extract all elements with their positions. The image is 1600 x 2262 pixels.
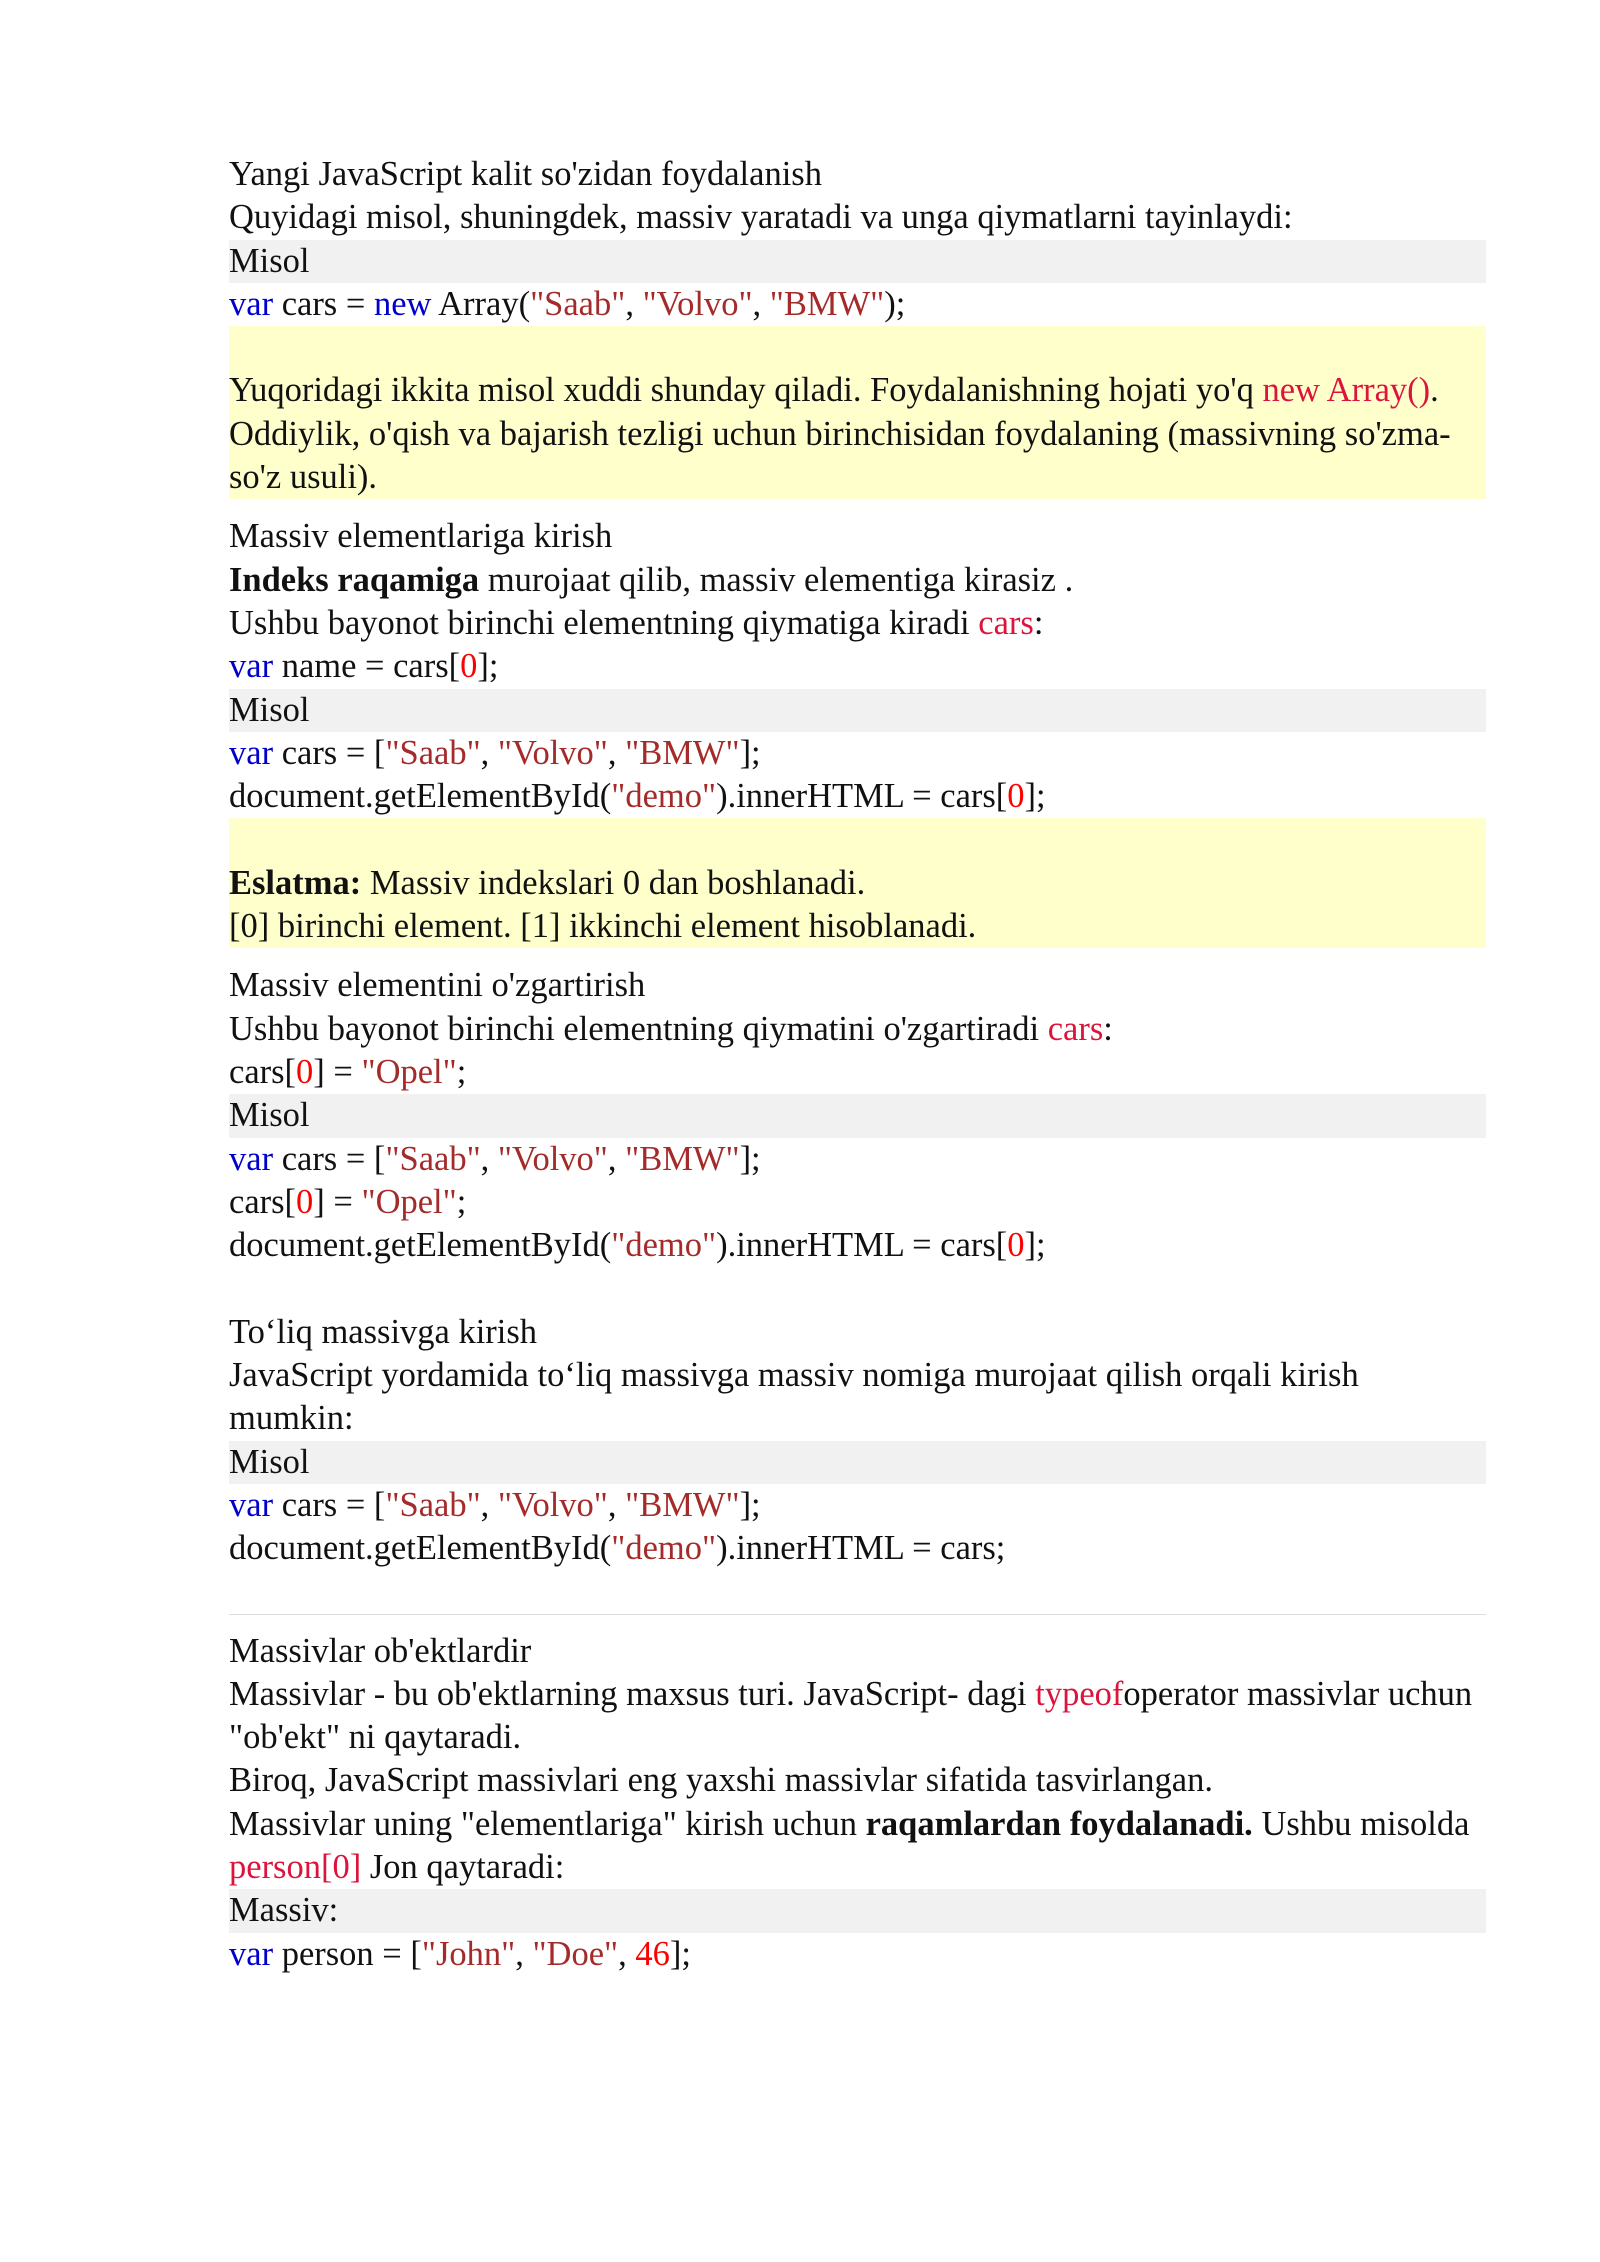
code-string: "Saab"	[385, 1485, 481, 1524]
paragraph: Quyidagi misol, shuningdek, massiv yaratadi va unga qiymatlarni tayinlaydi:	[229, 198, 1293, 237]
code-text: cars = [	[273, 733, 386, 772]
paragraph	[229, 559, 1486, 602]
code-keyword: var	[229, 1934, 274, 1973]
note-box	[229, 818, 1486, 948]
code-line	[229, 1933, 1486, 1976]
code-text: person = [	[273, 1934, 422, 1973]
paragraph-text: Massivlar uning "elementlariga" kirish uchun	[229, 1804, 866, 1843]
code-text: ).innerHTML = cars[	[716, 1226, 1008, 1265]
code-number: 0	[460, 647, 478, 686]
code-text: Array(	[431, 284, 531, 323]
code-text: ;	[456, 1052, 467, 1091]
code-text: ,	[752, 284, 770, 323]
code-text: ).innerHTML = cars;	[716, 1529, 1006, 1568]
code-string: "Volvo"	[497, 1485, 608, 1524]
example-label: Misol	[229, 689, 1486, 732]
document-page	[229, 153, 1486, 1976]
section-heading: To‘liq massivga kirish	[229, 1312, 538, 1351]
code-line	[229, 775, 1486, 818]
paragraph-text: murojaat qilib, massiv elementiga kirasiz .	[479, 560, 1074, 599]
code-number: 0	[296, 1182, 314, 1221]
code-text: cars =	[273, 284, 374, 323]
code-line	[229, 1051, 1486, 1094]
code-text: ];	[739, 1139, 761, 1178]
code-string: "BMW"	[625, 1485, 740, 1524]
paragraph: JavaScript yordamida to‘liq massivga massiv nomiga murojaat qilish orqali kirish mumkin:	[229, 1356, 1359, 1438]
code-keyword: var	[229, 647, 274, 686]
code-text: ,	[515, 1934, 533, 1973]
code-line	[229, 1181, 1486, 1224]
code-line	[229, 1527, 1486, 1570]
paragraph	[229, 1673, 1486, 1760]
paragraph-text: operator massivlar uchun "ob'ekt" ni qaytaradi.	[229, 1674, 1473, 1757]
code-string: "Saab"	[530, 284, 626, 323]
code-text: ,	[480, 1485, 498, 1524]
code-text: ,	[480, 1139, 498, 1178]
note-text: Yuqoridagi ikkita misol xuddi shunday qiladi. Foydalanishning hojati yo'q	[229, 371, 1263, 410]
code-string: "BMW"	[625, 733, 740, 772]
code-text: ];	[1024, 1226, 1046, 1265]
code-string: "Doe"	[532, 1934, 619, 1973]
note-box	[229, 326, 1486, 499]
code-number: 46	[635, 1934, 670, 1973]
section-heading: Massivlar ob'ektlardir	[229, 1631, 532, 1670]
paragraph-text: Massivlar - bu ob'ektlarning maxsus turi. JavaScript- dagi	[229, 1674, 1036, 1713]
note-paragraph	[229, 862, 1486, 905]
example-label: Misol	[229, 1094, 1486, 1137]
inline-code: cars	[1047, 1009, 1104, 1048]
code-text: document.getElementById(	[229, 1226, 612, 1265]
example-label: Misol	[229, 1441, 1486, 1484]
bold-text: raqamlardan foydalanadi.	[865, 1804, 1253, 1843]
code-string: "demo"	[611, 777, 717, 816]
paragraph-text: :	[1103, 1009, 1113, 1048]
code-text: document.getElementById(	[229, 777, 612, 816]
note-paragraph: [0] birinchi element. [1] ikkinchi element hisoblanadi.	[229, 907, 977, 946]
bold-text: Indeks raqamiga	[229, 560, 480, 599]
code-string: "Volvo"	[642, 284, 753, 323]
code-keyword: var	[229, 1139, 274, 1178]
paragraph	[229, 602, 1486, 645]
code-text: document.getElementById(	[229, 1529, 612, 1568]
code-text: ];	[477, 647, 499, 686]
code-string: "Opel"	[361, 1052, 457, 1091]
code-keyword: var	[229, 733, 274, 772]
code-number: 0	[1007, 777, 1025, 816]
paragraph-text: Ushbu bayonot birinchi elementning qiymatini o'zgartiradi	[229, 1009, 1048, 1048]
inline-code: typeof	[1035, 1674, 1124, 1713]
section-heading: Massiv elementlariga kirish	[229, 517, 613, 556]
code-string: "Volvo"	[497, 1139, 608, 1178]
paragraph-text: Jon qaytaradi:	[361, 1847, 565, 1886]
code-text: ,	[618, 1934, 636, 1973]
paragraph	[229, 1803, 1486, 1890]
code-line	[229, 1484, 1486, 1527]
code-string: "demo"	[611, 1529, 717, 1568]
code-string: "BMW"	[769, 284, 885, 323]
code-text: cars = [	[273, 1139, 386, 1178]
code-text: );	[884, 284, 906, 323]
code-line	[229, 1138, 1486, 1181]
code-string: "Saab"	[385, 1139, 481, 1178]
section-heading: Yangi JavaScript kalit so'zidan foydalanish	[229, 155, 822, 193]
inline-code: person[0]	[229, 1847, 362, 1886]
code-text: ,	[480, 733, 498, 772]
section-heading: Massiv elementini o'zgartirish	[229, 966, 646, 1005]
code-text: ).innerHTML = cars[	[716, 777, 1008, 816]
note-text: Massiv indekslari 0 dan boshlanadi.	[361, 863, 866, 902]
note-paragraph	[229, 369, 1486, 412]
code-text: ,	[625, 284, 643, 323]
code-text: ];	[669, 1934, 691, 1973]
code-keyword: var	[229, 1485, 274, 1524]
code-number: 0	[1007, 1226, 1025, 1265]
paragraph	[229, 1008, 1486, 1051]
code-keyword: var	[229, 284, 274, 323]
code-text: ] =	[313, 1182, 362, 1221]
bold-text: Eslatma:	[229, 863, 362, 902]
paragraph-text: :	[1033, 603, 1044, 642]
code-text: ;	[456, 1182, 467, 1221]
code-text: cars[	[229, 1182, 297, 1221]
example-label: Massiv:	[229, 1889, 1486, 1932]
code-text: cars = [	[273, 1485, 386, 1524]
code-string: "demo"	[611, 1226, 717, 1265]
note-text: .	[1430, 371, 1439, 410]
paragraph-text: Ushbu bayonot birinchi elementning qiymatiga kiradi	[229, 603, 979, 642]
code-string: "Volvo"	[497, 733, 608, 772]
code-text: name = cars[	[273, 647, 461, 686]
code-keyword: new	[373, 284, 432, 323]
paragraph-text: Ushbu misolda	[1252, 1804, 1470, 1843]
code-text: cars[	[229, 1052, 297, 1091]
code-line	[229, 732, 1486, 775]
code-text: ,	[607, 1485, 626, 1524]
code-text: ,	[607, 1139, 626, 1178]
code-string: "Saab"	[385, 733, 481, 772]
code-string: "BMW"	[625, 1139, 740, 1178]
code-string: "John"	[421, 1934, 516, 1973]
code-text: ];	[739, 1485, 761, 1524]
code-text: ];	[1024, 777, 1046, 816]
code-number: 0	[296, 1052, 314, 1091]
inline-code: new Array()	[1262, 371, 1431, 410]
code-text: ,	[607, 733, 626, 772]
code-line	[229, 645, 1486, 688]
paragraph: Biroq, JavaScript massivlari eng yaxshi massivlar sifatida tasvirlangan.	[229, 1761, 1213, 1800]
code-line	[229, 283, 1486, 326]
note-paragraph: Oddiylik, o'qish va bajarish tezligi uchun birinchisidan foydalaning (massivning so'zma-so'z usuli).	[229, 414, 1451, 497]
code-string: "Opel"	[361, 1182, 457, 1221]
code-text: ];	[739, 733, 761, 772]
code-line	[229, 1224, 1486, 1267]
inline-code: cars	[978, 603, 1034, 642]
example-label: Misol	[229, 240, 1486, 283]
code-text: ] =	[313, 1052, 362, 1091]
